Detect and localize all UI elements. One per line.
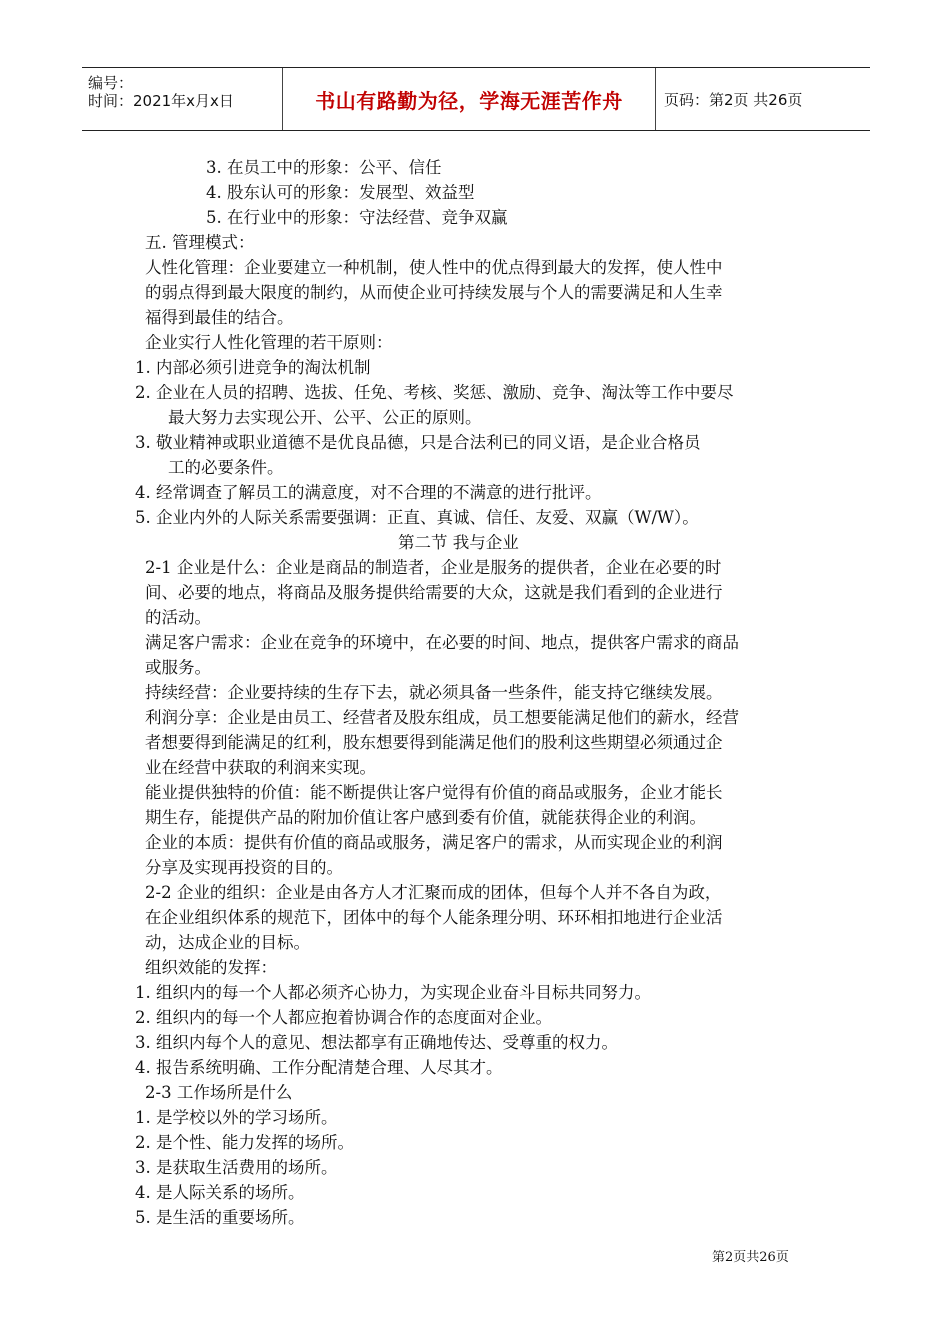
- list-item: 1. 是学校以外的学习场所。: [135, 1108, 338, 1127]
- list-item: 1. 内部必须引进竞争的淘汰机制: [135, 358, 371, 377]
- paragraph-line: 分享及实现再投资的目的。: [145, 858, 343, 877]
- header-number: 编号：: [88, 74, 134, 92]
- list-item: 3. 组织内每个人的意见、想法都享有正确地传达、受尊重的权力。: [135, 1033, 618, 1052]
- paragraph-line: 人性化管理：企业要建立一种机制，使人性中的优点得到最大的发挥，使人性中: [145, 258, 723, 277]
- section-title: 第二节 我与企业: [398, 533, 519, 552]
- paragraph-line: 的活动。: [145, 608, 211, 627]
- header-page-info: 页码：第2页 共26页: [664, 90, 803, 109]
- list-item: 2. 是个性、能力发挥的场所。: [135, 1133, 354, 1152]
- list-item-continuation: 最大努力去实现公开、公平、公正的原则。: [168, 408, 482, 427]
- image-item-5: 5. 在行业中的形象：守法经营、竞争双赢: [206, 208, 508, 227]
- paragraph-line: 期生存，能提供产品的附加价值让客户感到委有价值，就能获得企业的利润。: [145, 808, 706, 827]
- subsection-heading: 2-3 工作场所是什么: [145, 1083, 293, 1102]
- paragraph-line: 利润分享：企业是由员工、经营者及股东组成，员工想要能满足他们的薪水，经营: [145, 708, 739, 727]
- paragraph-line: 或服务。: [145, 658, 211, 677]
- header-motto: 书山有路勤为径，学海无涯苦作舟: [282, 68, 656, 130]
- paragraph-line: 2-1 企业是什么：企业是商品的制造者，企业是服务的提供者，企业在必要的时: [145, 558, 722, 577]
- list-item: 4. 报告系统明确、工作分配清楚合理、人尽其才。: [135, 1058, 503, 1077]
- paragraph-line: 动，达成企业的目标。: [145, 933, 310, 952]
- list-item: 3. 敬业精神或职业道德不是优良品德，只是合法利已的同义语，是企业合格员: [135, 433, 701, 452]
- paragraph-line: 福得到最佳的结合。: [145, 308, 294, 327]
- paragraph-line: 能业提供独特的价值：能不断提供让客户觉得有价值的商品或服务，企业才能长: [145, 783, 723, 802]
- paragraph-line: 在企业组织体系的规范下，团体中的每个人能条理分明、环环相扣地进行企业活: [145, 908, 723, 927]
- list-item: 5. 企业内外的人际关系需要强调：正直、真诚、信任、友爱、双赢（W/W）。: [135, 508, 699, 527]
- paragraph-line: 企业的本质：提供有价值的商品或服务，满足客户的需求，从而实现企业的利润: [145, 833, 723, 852]
- list-item: 2. 组织内的每一个人都应抱着协调合作的态度面对企业。: [135, 1008, 552, 1027]
- list-item-continuation: 工的必要条件。: [168, 458, 284, 477]
- paragraph-line: 者想要得到能满足的红利，股东想要得到能满足他们的股利这些期望必须通过企: [145, 733, 723, 752]
- page-footer: 第2页共26页: [712, 1250, 789, 1265]
- image-item-4: 4. 股东认可的形象：发展型、效益型: [206, 183, 475, 202]
- paragraph-line: 满足客户需求：企业在竞争的环境中，在必要的时间、地点，提供客户需求的商品: [145, 633, 739, 652]
- list-item: 4. 经常调查了解员工的满意度，对不合理的不满意的进行批评。: [135, 483, 602, 502]
- list-item: 4. 是人际关系的场所。: [135, 1183, 305, 1202]
- paragraph-line: 企业实行人性化管理的若干原则：: [145, 333, 393, 352]
- header-meta: [88, 74, 234, 110]
- paragraph-line: 间、必要的地点，将商品及服务提供给需要的大众，这就是我们看到的企业进行: [145, 583, 723, 602]
- list-item: 5. 是生活的重要场所。: [135, 1208, 305, 1227]
- page-header: [82, 67, 870, 131]
- paragraph-line: 持续经营：企业要持续的生存下去，就必须具备一些条件，能支持它继续发展。: [145, 683, 723, 702]
- list-item: 3. 是获取生活费用的场所。: [135, 1158, 338, 1177]
- image-item-3: 3. 在员工中的形象：公平、信任: [206, 158, 442, 177]
- header-date: 时间：2021年x月x日: [88, 92, 234, 110]
- list-item: 2. 企业在人员的招聘、选拔、任免、考核、奖惩、激励、竞争、淘汰等工作中要尽: [135, 383, 734, 402]
- paragraph-line: 组织效能的发挥：: [145, 958, 277, 977]
- paragraph-line: 2-2 企业的组织：企业是由各方人才汇聚而成的团体，但每个人并不各自为政，: [145, 883, 722, 902]
- paragraph-line: 业在经营中获取的利润来实现。: [145, 758, 376, 777]
- list-item: 1. 组织内的每一个人都必须齐心协力，为实现企业奋斗目标共同努力。: [135, 983, 651, 1002]
- section-heading: 五. 管理模式：: [145, 233, 255, 252]
- paragraph-line: 的弱点得到最大限度的制约，从而使企业可持续发展与个人的需要满足和人生幸: [145, 283, 723, 302]
